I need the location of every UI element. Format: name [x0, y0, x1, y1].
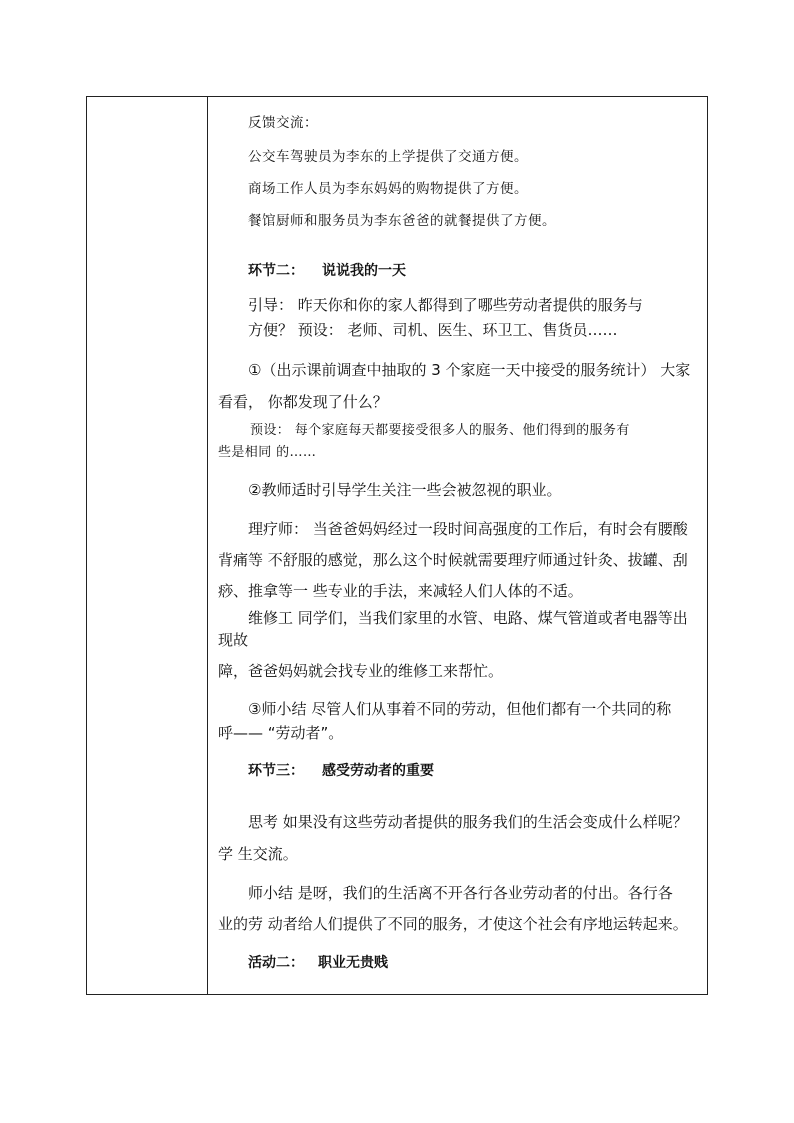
- activity-2-title: 职业无贵贱: [318, 955, 388, 971]
- repair-line-3: 障，爸爸妈妈就会找专业的维修工来帮忙。: [218, 662, 504, 680]
- column-divider: [207, 97, 208, 994]
- feedback-line-2: 商场工作人员为李东妈妈的购物提供了方便。: [248, 181, 528, 197]
- section-2-title: 说说我的一天: [322, 263, 406, 279]
- therapist-line-3: 痧、推拿等一 些专业的手法，来减轻人们人体的不适。: [218, 582, 583, 600]
- therapist-line-2: 背痛等 不舒服的感觉，那么这个时候就需要理疗师通过针灸、拔罐、刮: [218, 551, 688, 569]
- section-3-title: 感受劳动者的重要: [322, 763, 434, 779]
- feedback-line-1: 公交车驾驶员为李东的上学提供了交通方便。: [248, 149, 528, 165]
- feedback-heading: 反馈交流：: [248, 115, 318, 131]
- step-1-line-1: ①（出示课前调查中抽取的 3 个家庭一天中接受的服务统计） 大家: [248, 361, 691, 379]
- lesson-table: [86, 96, 708, 995]
- guide-line-1: 引导： 昨天你和你的家人都得到了哪些劳动者提供的服务与: [248, 296, 643, 314]
- guide-line-2: 方便？ 预设： 老师、司机、医生、环卫工、售货员……: [248, 321, 618, 339]
- repair-line-2: 现故: [218, 631, 249, 649]
- preset-line-2: 些是相同 的……: [218, 445, 317, 460]
- step-2: ②教师适时引导学生关注一些会被忽视的职业。: [248, 481, 562, 499]
- step-1-line-2: 看看， 你都发现了什么？: [218, 393, 388, 411]
- think-line-2: 学 生交流。: [218, 845, 298, 863]
- step-3-line-2: 呼—— “劳动者”。: [218, 724, 344, 742]
- think-line-1: 思考 如果没有这些劳动者提供的服务我们的生活会变成什么样呢？: [248, 813, 688, 831]
- summary-line-2: 业的劳 动者给人们提供了不同的服务，才使这个社会有序地运转起来。: [218, 915, 688, 933]
- step-3-line-1: ③师小结 尽管人们从事着不同的劳动，但他们都有一个共同的称: [248, 700, 672, 718]
- section-3-label: 环节三：: [248, 763, 304, 779]
- therapist-line-1: 理疗师： 当爸爸妈妈经过一段时间高强度的工作后，有时会有腰酸: [248, 520, 688, 538]
- repair-line-1: 维修工 同学们，当我们家里的水管、电路、煤气管道或者电器等出: [248, 609, 688, 627]
- preset-line-1: 预设： 每个家庭每天都要接受很多人的服务、他们得到的服务有: [250, 423, 630, 438]
- section-2-label: 环节二：: [248, 263, 304, 279]
- feedback-line-3: 餐馆厨师和服务员为李东爸爸的就餐提供了方便。: [248, 213, 556, 229]
- summary-line-1: 师小结 是呀，我们的生活离不开各行各业劳动者的付出。各行各: [248, 884, 673, 902]
- activity-2-label: 活动二：: [248, 955, 304, 971]
